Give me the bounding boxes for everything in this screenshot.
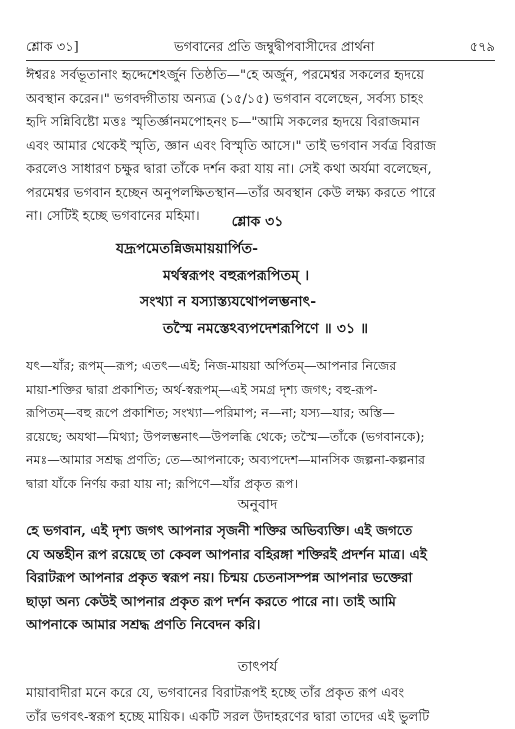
commentary-paragraph (26, 64, 495, 229)
commentary-line: অবস্থান করেন।" ভগবদ্গীতায় অন্যত্র (১৫/১৫) ভগবান বলেছেন, সর্বস্য চাহং (26, 91, 424, 107)
commentary-line: এবং আমার থেকেই স্মৃতি, জ্ঞান এবং বিস্মৃতি আসে।" তাই ভগবান সর্বত্র বিরাজ (26, 138, 437, 154)
word-for-word-synonyms (26, 354, 495, 495)
page-header (26, 38, 495, 58)
purport-heading: তাৎপর্য (237, 659, 278, 675)
synonym-line: মায়া-শক্তির দ্বারা প্রকাশিত; অর্থ-স্বরূপম্—এই সমগ্র দৃশ্য জগৎ; বহু-রূপ- (26, 381, 378, 397)
commentary-line: ঈশ্বরঃ সর্বভূতানাং হৃদ্দেশেঽর্জুন তিষ্ঠতি—"হে অর্জুন, পরমেশ্বর সকলের হৃদয়ে (26, 68, 425, 83)
verse-line: তস্মৈ নমস্তেঽব্যপদেশরূপিণে ॥ ৩১ ॥ (163, 320, 369, 337)
translation-line: ছাড়া অন্য কেউই আপনার প্রকৃত রূপ দর্শন করতে পারে না। তাই আমি (26, 593, 396, 610)
verse-line: যদ্রূপমেতন্নিজমায়য়ার্পিত- (116, 241, 259, 257)
commentary-line: হৃদি সন্নিবিষ্টো মত্তঃ স্মৃতির্জ্ঞানমপোহনং চ—"আমি সকলের হৃদয়ে বিরাজমান (26, 115, 420, 130)
header-verse-ref: শ্লোক ৩১] (26, 39, 79, 55)
synonym-line: রূপিতম্—বহু রূপে প্রকাশিত; সংখ্যা—পরিমাপ; ন—না; যস্য—যার; অস্তি— (26, 405, 395, 420)
translation-line: যে অন্তহীন রূপ রয়েছে তা কেবল আপনার বহিরঙ্গা শক্তিরই প্রদর্শন মাত্র। এই (26, 546, 427, 563)
synonym-line: রয়েছে; অযথা—মিথ্যা; উপলম্ভনাৎ—উপলব্ধি থেকে; তস্মৈ—তাঁকে (ভগবানকে); (26, 428, 425, 444)
verse-line: সংখ্যা ন যস্যাস্ত্যযথোপলম্ভনাৎ- (140, 294, 317, 310)
purport-line: তাঁর ভগবৎ-স্বরূপ হচ্ছে মায়িক। একটি সরল উদাহরণের দ্বারা তাদের এই ভুলটি (26, 709, 430, 725)
synonym-line: যৎ—যাঁর; রূপম্—রূপ; এতৎ—এই; নিজ-মায়য়া অর্পিতম্—আপনার নিজের (26, 358, 397, 373)
translation-line: হে ভগবান, এই দৃশ্য জগৎ আপনার সৃজনী শক্তির অভিব্যক্তি। এই জগতে (26, 523, 413, 539)
translation-line: বিরাটরূপ আপনার প্রকৃত স্বরূপ নয়। চিন্ময় চেতনাসম্পন্ন আপনার ভক্তেরা (26, 570, 413, 586)
commentary-line: না। সেটিই হচ্ছে ভগবানের মহিমা। (26, 209, 200, 224)
synonym-line: দ্বারা যাঁকে নির্ণয় করা যায় না; রূপিণে—যাঁর প্রকৃত রূপ। (26, 475, 299, 491)
header-chapter-title: ভগবানের প্রতি জম্বুদ্বীপবাসীদের প্রার্থনা (173, 39, 375, 55)
header-divider (26, 60, 495, 61)
verse-title: শ্লোক ৩১ (231, 214, 284, 230)
purport-line: মায়াবাদীরা মনে করে যে, ভগবানের বিরাটরূপই হচ্ছে তাঁর প্রকৃত রূপ এবং (26, 686, 405, 701)
commentary-line: করলেও সাধারণ চক্ষুর দ্বারা তাঁকে দর্শন করা যায় না। সেই কথা অর্যমা বলেছেন, (26, 162, 432, 177)
purport-paragraph (26, 682, 495, 729)
translation-heading: অনুবাদ (237, 497, 278, 513)
translation-line: আপনাকে আমার সশ্রদ্ধ প্রণতি নিবেদন করি। (26, 617, 261, 633)
commentary-line: পরমেশ্বর ভগবান হচ্ছেন অনুপলক্ষিতস্থান—তাঁর অবস্থান কেউ লক্ষ্য করতে পারে (26, 185, 436, 201)
verse-line: মর্থস্বরূপং বহুরূপরূপিতম্ । (163, 267, 310, 284)
page-number: ৫৭৯ (469, 39, 495, 55)
translation-paragraph (26, 520, 495, 638)
sanskrit-verse (0, 236, 515, 342)
synonym-line: নমঃ—আমার সশ্রদ্ধ প্রণতি; তে—আপনাকে; অব্যপদেশ—মানসিক জল্পনা-কল্পনার (26, 452, 426, 467)
